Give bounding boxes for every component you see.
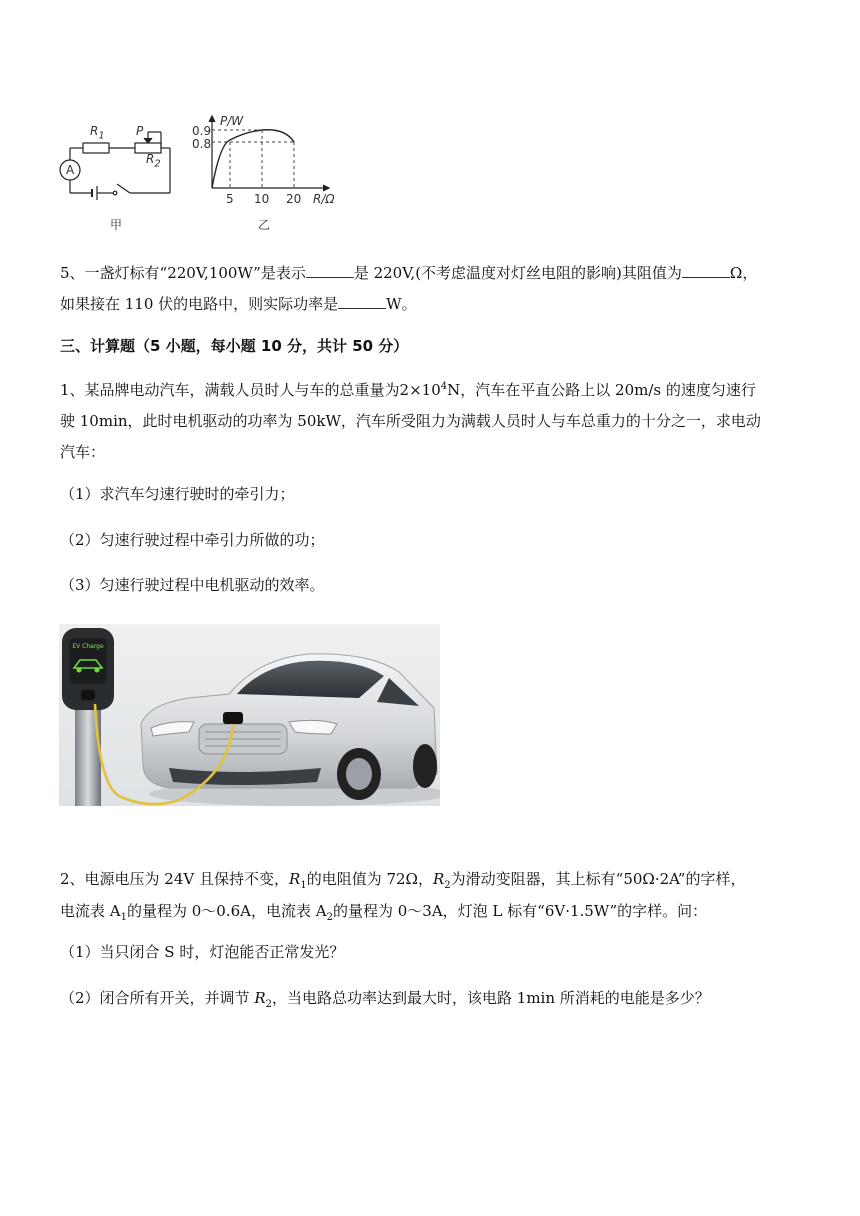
ammeter-label: A [66, 163, 75, 177]
answer-blank[interactable] [682, 263, 730, 278]
graph-ylabel: P/W [220, 114, 244, 128]
graph-xlabel: R/Ω [313, 192, 335, 206]
graph-caption: 乙 [258, 218, 271, 232]
circuit-label-r1: $R_1$ [90, 124, 105, 142]
graph-ytick: 0.9 [192, 124, 212, 138]
q5-line-2: 如果接在 110 伏的电路中，则实际功率是 W。 [60, 295, 417, 313]
electric-car-charging-image [59, 624, 440, 806]
answer-blank[interactable] [306, 263, 354, 278]
circuit-label-r2: $R_2$ [146, 152, 161, 170]
calc1-part-3: （3）匀速行驶过程中电机驱动的效率。 [60, 576, 325, 594]
answer-blank[interactable] [338, 294, 386, 309]
q5-line-1: 5、一盏灯标有“220V,100W”是表示 是 220V,(不考虑温度对灯丝电阻的影响)其阻值为 Ω， [60, 264, 758, 282]
graph-xtick: 5 [226, 192, 234, 206]
section-heading: 三、计算题（5 小题，每小题 10 分，共计 50 分） [60, 337, 409, 355]
calc1-line-3: 汽车： [60, 443, 106, 461]
graph-xtick: 20 [286, 192, 302, 206]
calc1-part-2: （2）匀速行驶过程中牵引力所做的功； [60, 531, 325, 549]
calc2-part-1: （1）当只闭合 S 时，灯泡能否正常发光？ [60, 943, 345, 961]
graph-ytick: 0.8 [192, 137, 212, 151]
calc1-line-1: 1、某品牌电动汽车，满载人员时人与车的总重量为$2\times 10^4N$，汽车在平直公路上以 20m/s 的速度匀速行 [60, 381, 756, 399]
calc2-line-1: 2、电源电压为 24V 且保持不变，$R_1$的电阻值为 72Ω，$R_2$为滑动变阻器，其上标有“50Ω·2A”的字样， [60, 870, 746, 891]
charger-screen-text: EV Charge [72, 643, 104, 650]
graph-xtick: 10 [254, 192, 270, 206]
calc1-line-2: 驶 10min，此时电机驱动的功率为 50kW，汽车所受阻力为满载人员时人与车总重力的十分之一，求电动 [60, 412, 761, 430]
calc2-part-2: （2）闭合所有开关，并调节 $R_2$，当电路总功率达到最大时，该电路 1min 所消耗的电能是多少？ [60, 989, 710, 1010]
calc2-line-2: 电流表 $A_1$的量程为 0～0.6A，电流表 $A_2$的量程为 0～3A，灯泡 L 标有“6V·1.5W”的字样。问： [60, 902, 708, 923]
circuit-caption: 甲 [110, 218, 123, 232]
calc1-part-1: （1）求汽车匀速行驶时的牵引力； [60, 485, 295, 503]
circuit-label-p: P [136, 124, 144, 138]
